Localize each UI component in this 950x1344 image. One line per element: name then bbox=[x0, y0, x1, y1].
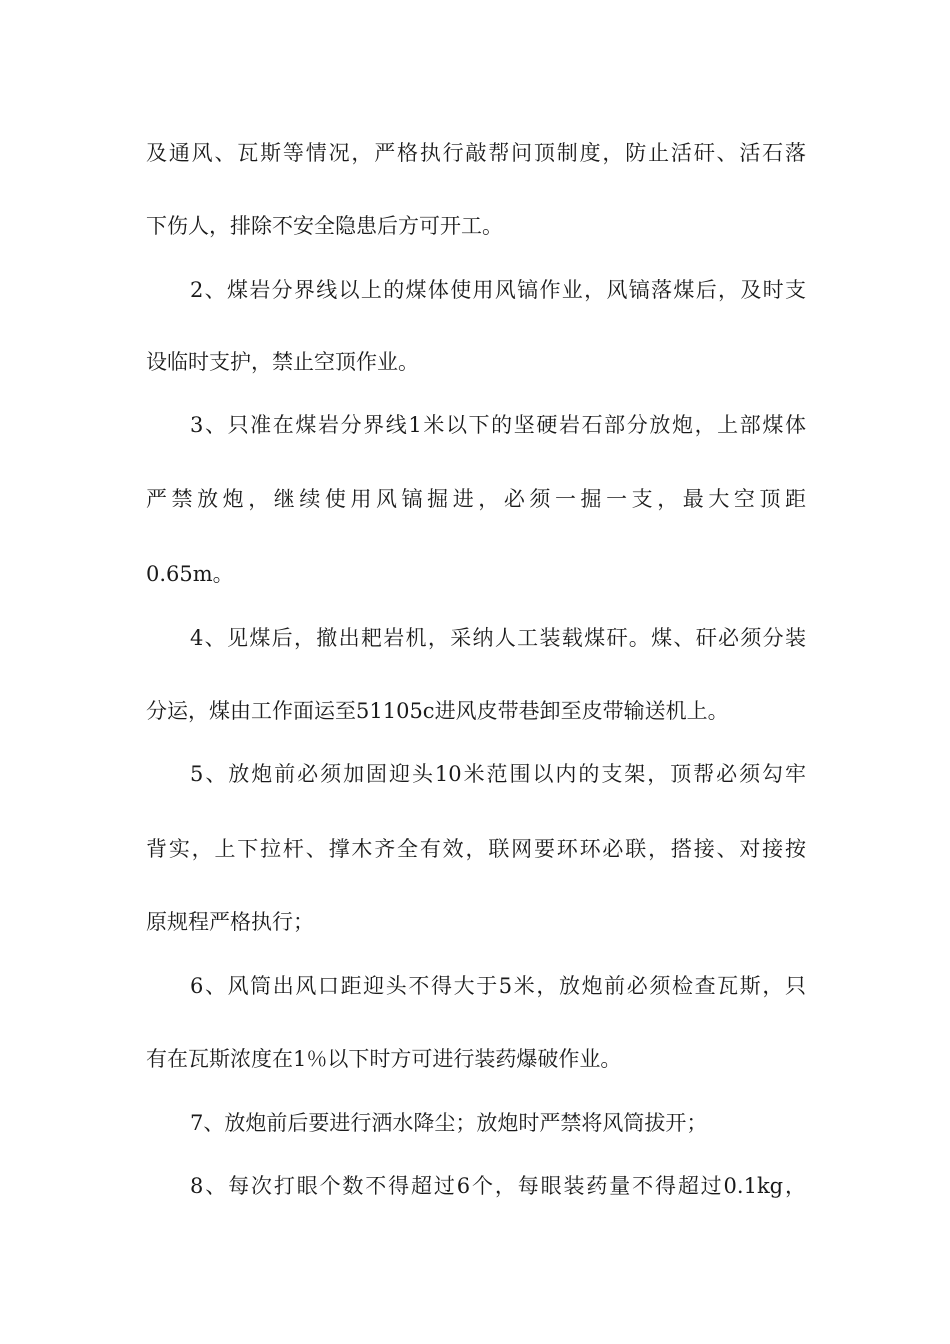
paragraph-2-line-1: 2、煤岩分界线以上的煤体使用风镐作业，风镐落煤后，及时支 bbox=[190, 278, 806, 302]
paragraph-1-line-1: 及通风、瓦斯等情况，严格执行敲帮问顶制度，防止活矸、活石落 bbox=[146, 141, 806, 165]
paragraph-1-line-2: 下伤人，排除不安全隐患后方可开工。 bbox=[146, 214, 503, 238]
paragraph-7-line-1: 7、放炮前后要进行洒水降尘；放炮时严禁将风筒拔开； bbox=[190, 1111, 708, 1135]
paragraph-6-line-1: 6、风筒出风口距迎头不得大于5米，放炮前必须检查瓦斯，只 bbox=[190, 974, 806, 998]
paragraph-5-line-3: 原规程严格执行； bbox=[146, 910, 314, 934]
paragraph-6-line-2: 有在瓦斯浓度在1％以下时方可进行装药爆破作业。 bbox=[146, 1047, 622, 1071]
paragraph-5-line-1: 5、放炮前必须加固迎头10米范围以内的支架，顶帮必须勾牢 bbox=[190, 762, 806, 786]
paragraph-3-line-3: 0.65m。 bbox=[146, 562, 234, 586]
paragraph-3-line-1: 3、只准在煤岩分界线1米以下的坚硬岩石部分放炮，上部煤体 bbox=[190, 413, 806, 437]
paragraph-3-line-2: 严禁放炮，继续使用风镐掘进，必须一掘一支，最大空顶距 bbox=[146, 487, 806, 511]
paragraph-4-line-2: 分运，煤由工作面运至51105c进风皮带巷卸至皮带输送机上。 bbox=[146, 699, 729, 723]
paragraph-8-line-1: 8、每次打眼个数不得超过6个，每眼装药量不得超过0.1kg， bbox=[190, 1174, 806, 1198]
paragraph-2-line-2: 设临时支护，禁止空顶作业。 bbox=[146, 350, 419, 374]
paragraph-5-line-2: 背实，上下拉杆、撑木齐全有效，联网要环环必联，搭接、对接按 bbox=[146, 837, 806, 861]
paragraph-4-line-1: 4、见煤后，撤出耙岩机，采纳人工装载煤矸。煤、矸必须分装 bbox=[190, 626, 806, 650]
